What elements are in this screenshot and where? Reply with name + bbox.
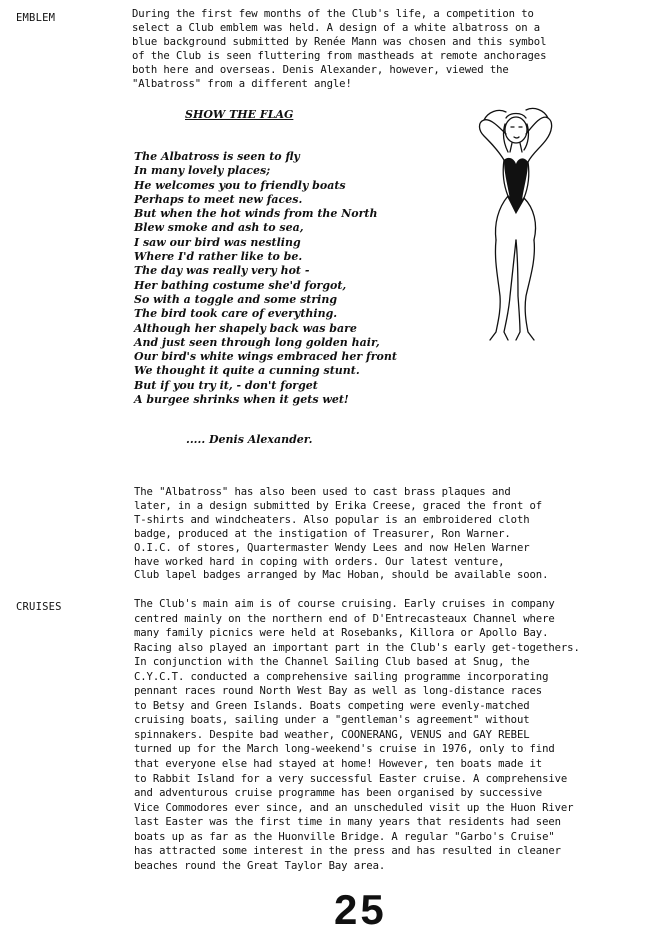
text-line: The "Albatross" has also been used to cast brass plaques and bbox=[134, 486, 511, 498]
poem-line: Her bathing costume she'd forgot, bbox=[134, 278, 347, 292]
text-line: have worked hard in coping with orders. Our latest venture, bbox=[134, 555, 505, 568]
text-line: select a Club emblem was held. A design of a white albatross on a bbox=[132, 21, 541, 34]
text-line: many family picnics were held at Rosebanks, Killora or Apollo Bay. bbox=[134, 627, 549, 640]
text-line: to Betsy and Green Islands. Boats competing were evenly-matched bbox=[134, 699, 530, 712]
text-line: In conjunction with the Channel Sailing Club based at Snug, the bbox=[134, 656, 530, 669]
text-line: and adventurous cruise programme has been organised by successive bbox=[134, 787, 543, 800]
poem-line: But if you try it, - don't forget bbox=[134, 378, 318, 392]
poem-line: We thought it quite a cunning stunt. bbox=[134, 364, 360, 378]
emblem-paragraph bbox=[132, 8, 546, 91]
emblem-section-label: EMBLEM bbox=[16, 12, 56, 24]
text-line: of the Club is seen fluttering from mastheads at remote anchorages bbox=[132, 49, 547, 62]
poem-line: I saw our bird was nestling bbox=[134, 235, 301, 249]
emblem-paragraph-2 bbox=[134, 486, 548, 583]
text-line: later, in a design submitted by Erika Creese, graced the front of bbox=[134, 499, 543, 512]
cruises-section-label: CRUISES bbox=[16, 601, 62, 613]
poem-line: The Albatross is seen to fly bbox=[134, 150, 300, 163]
poem-line: And just seen through long golden hair, bbox=[134, 335, 380, 349]
text-line: to Rabbit Island for a very successful Easter cruise. A comprehensive bbox=[134, 772, 568, 785]
text-line: blue background submitted by Renée Mann was chosen and this symbol bbox=[132, 35, 547, 48]
text-line: has attracted some interest in the press and has resulted in cleaner bbox=[134, 845, 561, 858]
poem-line: Where I'd rather like to be. bbox=[134, 250, 303, 264]
text-line: pennant races round North West Bay as well as long-distance races bbox=[134, 685, 543, 698]
poem-title: SHOW THE FLAG bbox=[185, 108, 294, 121]
poem-line: But when the hot winds from the North bbox=[134, 207, 378, 221]
page-number: 25 bbox=[334, 886, 387, 933]
text-line: both here and overseas. Denis Alexander, however, viewed the bbox=[132, 63, 509, 76]
text-line: O.I.C. of stores, Quartermaster Wendy Lees and now Helen Warner bbox=[134, 541, 530, 554]
poem-line: In many lovely places; bbox=[134, 164, 271, 178]
text-line: centred mainly on the northern end of D'Entrecasteaux Channel where bbox=[134, 612, 555, 625]
text-line: beaches round the Great Taylor Bay area. bbox=[134, 859, 386, 872]
text-line: Club lapel badges arranged by Mac Hoban, should be available soon. bbox=[134, 569, 549, 582]
poem bbox=[134, 150, 397, 407]
text-line: During the first few months of the Club's life, a competition to bbox=[132, 8, 534, 20]
poem-line: Blew smoke and ash to sea, bbox=[134, 221, 304, 235]
text-line: Vice Commodores ever since, and an unscheduled visit up the Huon River bbox=[134, 801, 574, 814]
text-line: last Easter was the first time in many years that residents had seen bbox=[134, 816, 561, 829]
text-line: "Albatross" from a different angle! bbox=[132, 77, 352, 90]
poem-line: So with a toggle and some string bbox=[134, 292, 338, 306]
poem-line: The day was really very hot - bbox=[134, 264, 310, 278]
text-line: boats up as far as the Huonville Bridge. A regular "Garbo's Cruise" bbox=[134, 830, 555, 843]
poem-line: He welcomes you to friendly boats bbox=[134, 178, 346, 192]
text-line: turned up for the March long-weekend's cruise in 1976, only to find bbox=[134, 743, 555, 756]
poem-signature: ..... Denis Alexander. bbox=[186, 433, 313, 446]
text-line: C.Y.C.T. conducted a comprehensive sailing programme incorporating bbox=[134, 670, 549, 683]
poem-line: The bird took care of everything. bbox=[134, 307, 338, 321]
poem-line: A burgee shrinks when it gets wet! bbox=[134, 393, 349, 407]
cruises-paragraph bbox=[134, 597, 580, 873]
text-line: T-shirts and windcheaters. Also popular is an embroidered cloth bbox=[134, 513, 530, 526]
bathing-woman-illustration bbox=[468, 100, 562, 348]
text-line: badge, produced at the instigation of Treasurer, Ron Warner. bbox=[134, 527, 511, 540]
text-line: that everyone else had stayed at home! However, ten boats made it bbox=[134, 758, 543, 771]
text-line: spinnakers. Despite bad weather, COONERANG, VENUS and GAY REBEL bbox=[134, 728, 530, 741]
poem-line: Perhaps to meet new faces. bbox=[134, 192, 303, 206]
text-line: The Club's main aim is of course cruising. Early cruises in company bbox=[134, 598, 555, 610]
poem-line: Although her shapely back was bare bbox=[134, 321, 357, 335]
poem-line: Our bird's white wings embraced her front bbox=[134, 350, 397, 364]
text-line: Racing also played an important part in the Club's early get-togethers. bbox=[134, 641, 580, 654]
text-line: cruising boats, sailing under a "gentleman's agreement" without bbox=[134, 714, 530, 727]
